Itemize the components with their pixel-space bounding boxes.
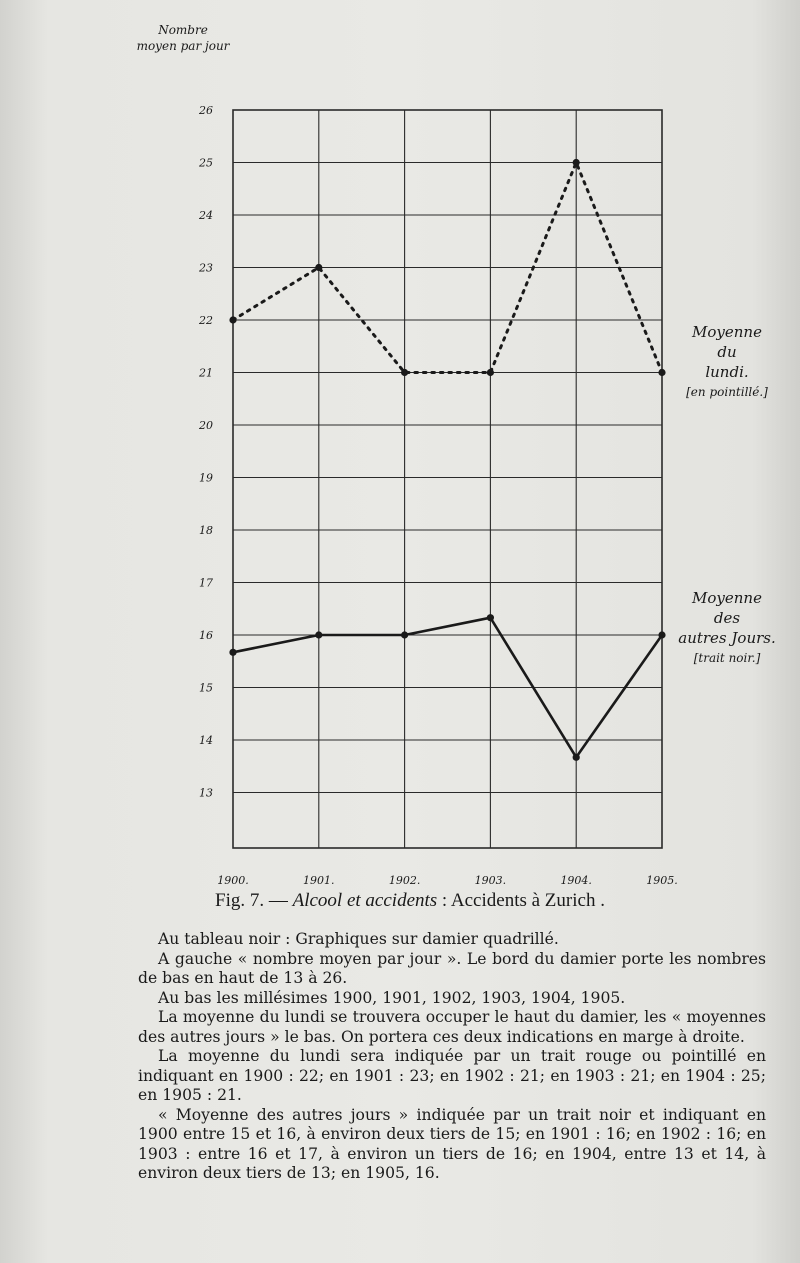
y-tick-label: 22 [199, 314, 213, 327]
paragraph-1: Au tableau noir : Graphiques sur damier quadrillé. [158, 930, 559, 948]
y-tick-label: 15 [199, 681, 213, 695]
caption-italic: Alcool et accidents [292, 890, 438, 911]
paragraph-2: A gauche « nombre moyen par jour ». Le bord du damier porte les nombres de bas en haut de 13 à 26. [138, 949, 766, 987]
y-tick-label: 24 [199, 209, 213, 222]
paragraph-5: La moyenne du lundi sera indiquée par un trait rouge ou pointillé en indiquant en 1900 : 22; en 1901 : 23; en 1902 : 21; en 1903 : 21; en 1904 : 25; en 1905 : 21. [138, 1047, 766, 1104]
data-point-autres [573, 754, 580, 761]
figure-caption [215, 890, 605, 912]
y-tick-label: 14 [199, 734, 213, 747]
y-tick-label: 21 [199, 366, 213, 380]
y-tick-label: 19 [199, 471, 213, 485]
data-point-autres [658, 631, 665, 638]
body-text [138, 930, 766, 1184]
x-tick-label: 1904. [560, 874, 592, 887]
data-point-lundi [229, 316, 236, 323]
y-tick-label: 23 [199, 261, 213, 275]
legend-autres-line4: [trait noir.] [693, 651, 761, 665]
x-tick-label: 1903. [474, 874, 507, 887]
y-axis-title-line1: Nombre [158, 23, 208, 37]
paragraph-6: « Moyenne des autres jours » indiquée par un trait noir et indiquant en 1900 entre 15 et 16, à environ deux tiers de 15; en 1901 : 16; en 1902 : 16; en 1903 : entre 16 et 17, à environ un tiers de 16; en 1904, entre 13 et 14, à environ deux tiers de 13; en 1905, 16. [138, 1105, 766, 1182]
caption-suffix: : Accidents à Zurich . [437, 890, 605, 911]
data-point-lundi [573, 159, 580, 166]
data-point-autres [401, 631, 408, 638]
y-tick-label: 16 [199, 629, 213, 642]
x-tick-label: 1901. [303, 874, 335, 887]
data-point-lundi [401, 369, 408, 376]
data-point-autres [229, 649, 236, 656]
legend-lundi-line1: Moyenne [692, 323, 762, 341]
legend-lundi [672, 322, 782, 402]
x-tick-label: 1902. [388, 874, 421, 887]
y-axis-title-line2: moyen par jour [136, 39, 230, 53]
legend-autres-line2: des [713, 609, 741, 627]
paragraph-4: La moyenne du lundi se trouvera occuper le haut du damier, les « moyennes des autres jours » le bas. On portera ces deux indications en marge à droite. [138, 1008, 766, 1046]
y-tick-label: 17 [199, 576, 213, 590]
legend-lundi-line3: lundi. [705, 363, 749, 381]
legend-lundi-line2: du [717, 343, 737, 361]
y-tick-label: 25 [199, 156, 213, 170]
legend-autres-line1: Moyenne [692, 589, 762, 607]
legend-autres [672, 588, 782, 668]
x-tick-label: 1905. [646, 874, 678, 887]
paragraph-3: Au bas les millésimes 1900, 1901, 1902, 1903, 1904, 1905. [158, 988, 626, 1007]
x-tick-label: 1900. [217, 874, 249, 887]
data-point-lundi [315, 264, 322, 271]
data-point-lundi [487, 369, 494, 376]
y-tick-label: 18 [199, 524, 213, 537]
y-tick-label: 20 [199, 419, 213, 432]
y-tick-label: 26 [199, 104, 213, 117]
data-point-autres [487, 614, 494, 621]
legend-autres-line3: autres Jours. [678, 629, 776, 647]
legend-lundi-line4: [en pointillé.] [686, 385, 768, 399]
caption-prefix: Fig. 7. — [215, 890, 293, 911]
data-point-lundi [658, 369, 665, 376]
data-point-autres [315, 631, 322, 638]
y-tick-label: 13 [199, 786, 213, 800]
grid-frame [233, 110, 662, 848]
